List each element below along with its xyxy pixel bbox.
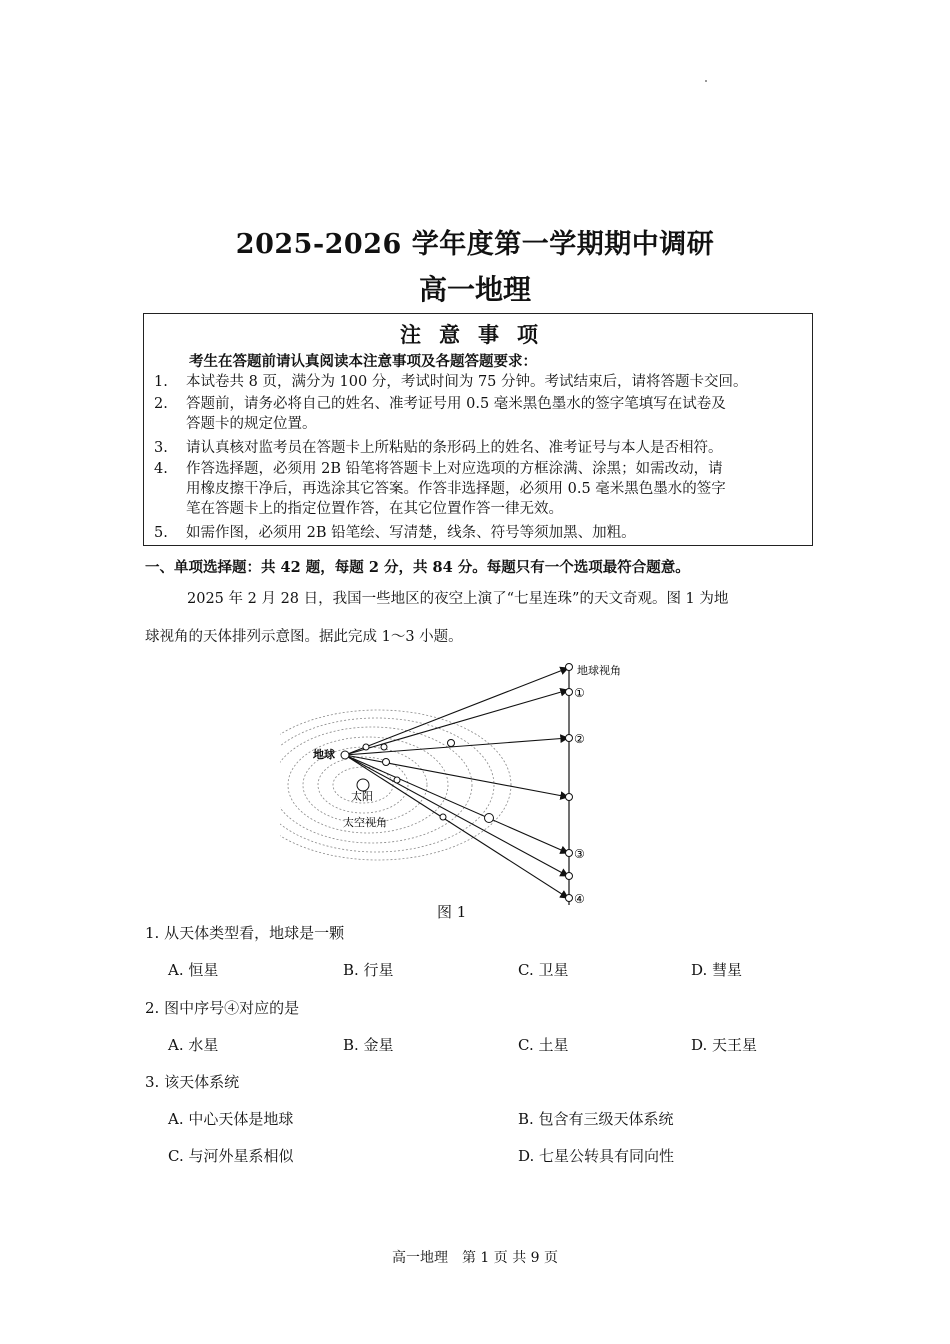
- notice-item-number: 4.: [154, 461, 168, 477]
- label-space-view: 太空视角: [343, 816, 387, 829]
- top-dot: [705, 80, 707, 82]
- notice-item-3: [154, 438, 804, 458]
- question-3-option-b[interactable]: B. 包含有三级天体系统: [518, 1110, 674, 1128]
- question-3-option-d[interactable]: D. 七星公转具有同向性: [518, 1147, 675, 1165]
- question-intro-line-1: 2025 年 2 月 28 日，我国一些地区的夜空上演了“七星连珠”的天文奇观。图 1 为地: [187, 591, 729, 607]
- marker-4: ④: [574, 892, 585, 906]
- question-2-option-d[interactable]: D. 天王星: [691, 1036, 758, 1054]
- exam-subject: 高一地理: [418, 273, 531, 306]
- orbit-rings: [280, 710, 511, 860]
- figure-1-diagram: [280, 655, 640, 920]
- question-1-stem: 1. 从天体类型看，地球是一颗: [145, 924, 345, 942]
- notice-item-2: [154, 394, 804, 434]
- notice-item-line: 本试卷共 8 页，满分为 100 分，考试时间为 75 分钟。考试结束后，请将答题卡交回。: [186, 374, 748, 390]
- notice-item-number: 1.: [154, 374, 168, 390]
- notice-intro: 考生在答题前请认真阅读本注意事项及各题答题要求：: [189, 353, 537, 370]
- notice-item-4: [154, 459, 804, 519]
- question-3-stem: 3. 该天体系统: [145, 1073, 240, 1091]
- question-1-option-b[interactable]: B. 行星: [343, 961, 394, 979]
- notice-item-number: 2.: [154, 396, 168, 412]
- question-1-option-d[interactable]: D. 彗星: [691, 961, 743, 979]
- notice-item-1: [154, 372, 804, 392]
- question-3-option-a[interactable]: A. 中心天体是地球: [168, 1110, 294, 1128]
- marker-1: ①: [574, 686, 585, 700]
- exam-title: 2025-2026 学年度第一学期期中调研: [235, 229, 715, 260]
- marker-3: ③: [574, 847, 585, 861]
- sight-lines: [345, 668, 568, 898]
- notice-item-5: [154, 523, 804, 543]
- notice-item-line: 笔在答题卡上的指定位置作答，在其它位置作答一律无效。: [186, 501, 563, 517]
- question-2-option-b[interactable]: B. 金星: [343, 1036, 394, 1054]
- question-intro-line-2: 球视角的天体排列示意图。据此完成 1～3 小题。: [145, 629, 463, 645]
- question-1-option-c[interactable]: C. 卫星: [518, 961, 569, 979]
- label-earth-view: 地球视角: [577, 664, 621, 677]
- notice-item-number: 3.: [154, 440, 168, 456]
- notice-item-line: 作答选择题，必须用 2B 铅笔将答题卡上对应选项的方框涂满、涂黑；如需改动，请: [186, 461, 723, 477]
- page-footer: 高一地理 第 1 页 共 9 页: [391, 1250, 559, 1266]
- question-1-option-a[interactable]: A. 恒星: [168, 961, 219, 979]
- notice-box: [143, 313, 813, 546]
- question-3-option-c[interactable]: C. 与河外星系相似: [168, 1147, 294, 1165]
- figure-caption: 图 1: [437, 903, 467, 921]
- notice-item-line: 用橡皮擦干净后，再选涂其它答案。作答非选择题，必须用 0.5 毫米黑色墨水的签字: [186, 481, 726, 497]
- question-2-stem: 2. 图中序号④对应的是: [145, 999, 300, 1017]
- question-2-option-c[interactable]: C. 土星: [518, 1036, 569, 1054]
- notice-item-line: 答题前，请务必将自己的姓名、准考证号用 0.5 毫米黑色墨水的签字笔填写在试卷及: [186, 396, 726, 412]
- label-sun: 太阳: [351, 790, 373, 803]
- label-earth: 地球: [313, 748, 335, 761]
- notice-title: 注意事项: [400, 322, 556, 347]
- marker-2: ②: [574, 732, 585, 746]
- notice-item-line: 请认真核对监考员在答题卡上所粘贴的条形码上的姓名、准考证号与本人是否相符。: [186, 440, 723, 456]
- question-2-option-a[interactable]: A. 水星: [168, 1036, 219, 1054]
- notice-item-line: 如需作图，必须用 2B 铅笔绘、写清楚，线条、符号等须加黑、加粗。: [186, 525, 636, 541]
- section-heading: 一、单项选择题：共 42 题，每题 2 分，共 84 分。每题只有一个选项最符合题意。: [145, 559, 690, 576]
- notice-item-line: 答题卡的规定位置。: [186, 416, 317, 432]
- notice-item-number: 5.: [154, 525, 168, 541]
